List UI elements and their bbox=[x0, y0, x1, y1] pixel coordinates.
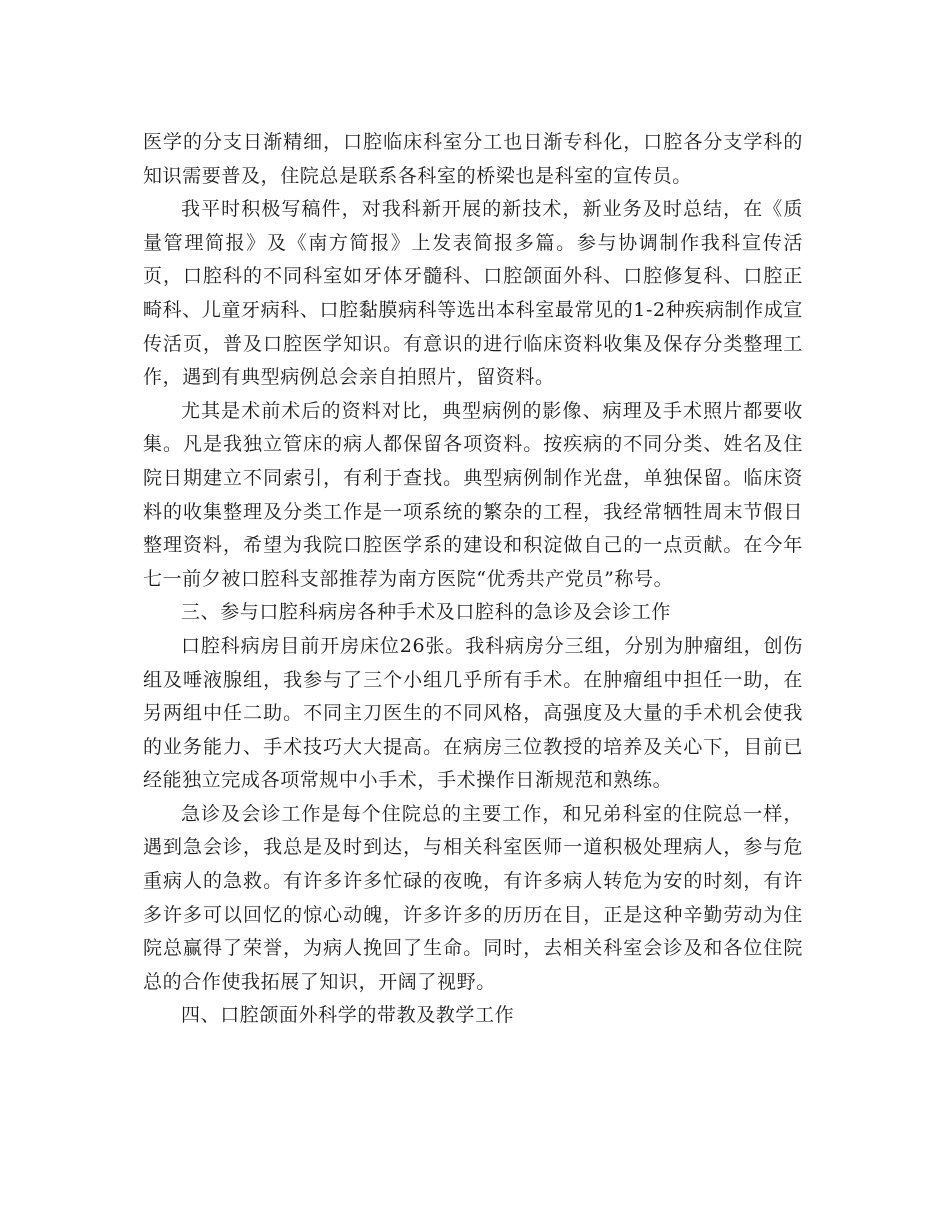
paragraph-clinical-records: 尤其是术前术后的资料对比，典型病例的影像、病理及手术照片都要收集。凡是我独立管床的病人都保留各项资料。按疾病的不同分类、姓名及住院日期建立不同索引，有利于查找。典型病例制作光盘，单独保留。临床资料的收集整理及分类工作是一项系统的繁杂的工程，我经常牺牲周末节假日整理资料，希望为我院口腔医学系的建设和积淀做自己的一点贡献。在今年七一前夕被口腔科支部推荐为南方医院“优秀共产党员”称号。 bbox=[143, 399, 803, 590]
section-heading-teaching: 四、口腔颌面外科学的带教及教学工作 bbox=[181, 1004, 515, 1027]
section-heading-surgery-emergency: 三、参与口腔科病房各种手术及口腔科的急诊及会诊工作 bbox=[181, 601, 672, 624]
document-body bbox=[143, 126, 803, 1033]
paragraph-publicity-work: 我平时积极写稿件，对我科新开展的新技术，新业务及时总结，在《质量管理简报》及《南方简报》上发表简报多篇。参与协调制作我科宣传活页，口腔科的不同科室如牙体牙髓科、口腔颌面外科、口腔修复科、口腔正畸科、儿童牙病科、口腔黏膜病科等选出本科室最常见的1-2种疾病制作成宣传活页，普及口腔医学知识。有意识的进行临床资料收集及保存分类整理工作，遇到有典型病例总会亲自拍照片，留资料。 bbox=[143, 198, 803, 389]
paragraph-continuation: 医学的分支日渐精细，口腔临床科室分工也日渐专科化，口腔各分支学科的知识需要普及，住院总是联系各科室的桥梁也是科室的宣传员。 bbox=[143, 131, 803, 187]
paragraph-emergency-consultation: 急诊及会诊工作是每个住院总的主要工作，和兄弟科室的住院总一样，遇到急会诊，我总是及时到达，与相关科室医师一道积极处理病人，参与危重病人的急救。有许多许多忙碌的夜晚，有许多病人转危为安的时刻，有许多许多可以回忆的惊心动魄，许多许多的历历在目，正是这种辛勤劳动为住院总赢得了荣誉，为病人挽回了生命。同时，去相关科室会诊及和各位住院总的合作使我拓展了知识，开阔了视野。 bbox=[143, 802, 803, 993]
paragraph-ward-surgery: 口腔科病房目前开房床位26张。我科病房分三组，分别为肿瘤组，创伤组及唾液腺组，我参与了三个小组几乎所有手术。在肿瘤组中担任一助，在另两组中任二助。不同主刀医生的不同风格，高强度及大量的手术机会使我的业务能力、手术技巧大大提高。在病房三位教授的培养及关心下，目前已经能独立完成各项常规中小手术，手术操作日渐规范和熟练。 bbox=[143, 634, 803, 792]
